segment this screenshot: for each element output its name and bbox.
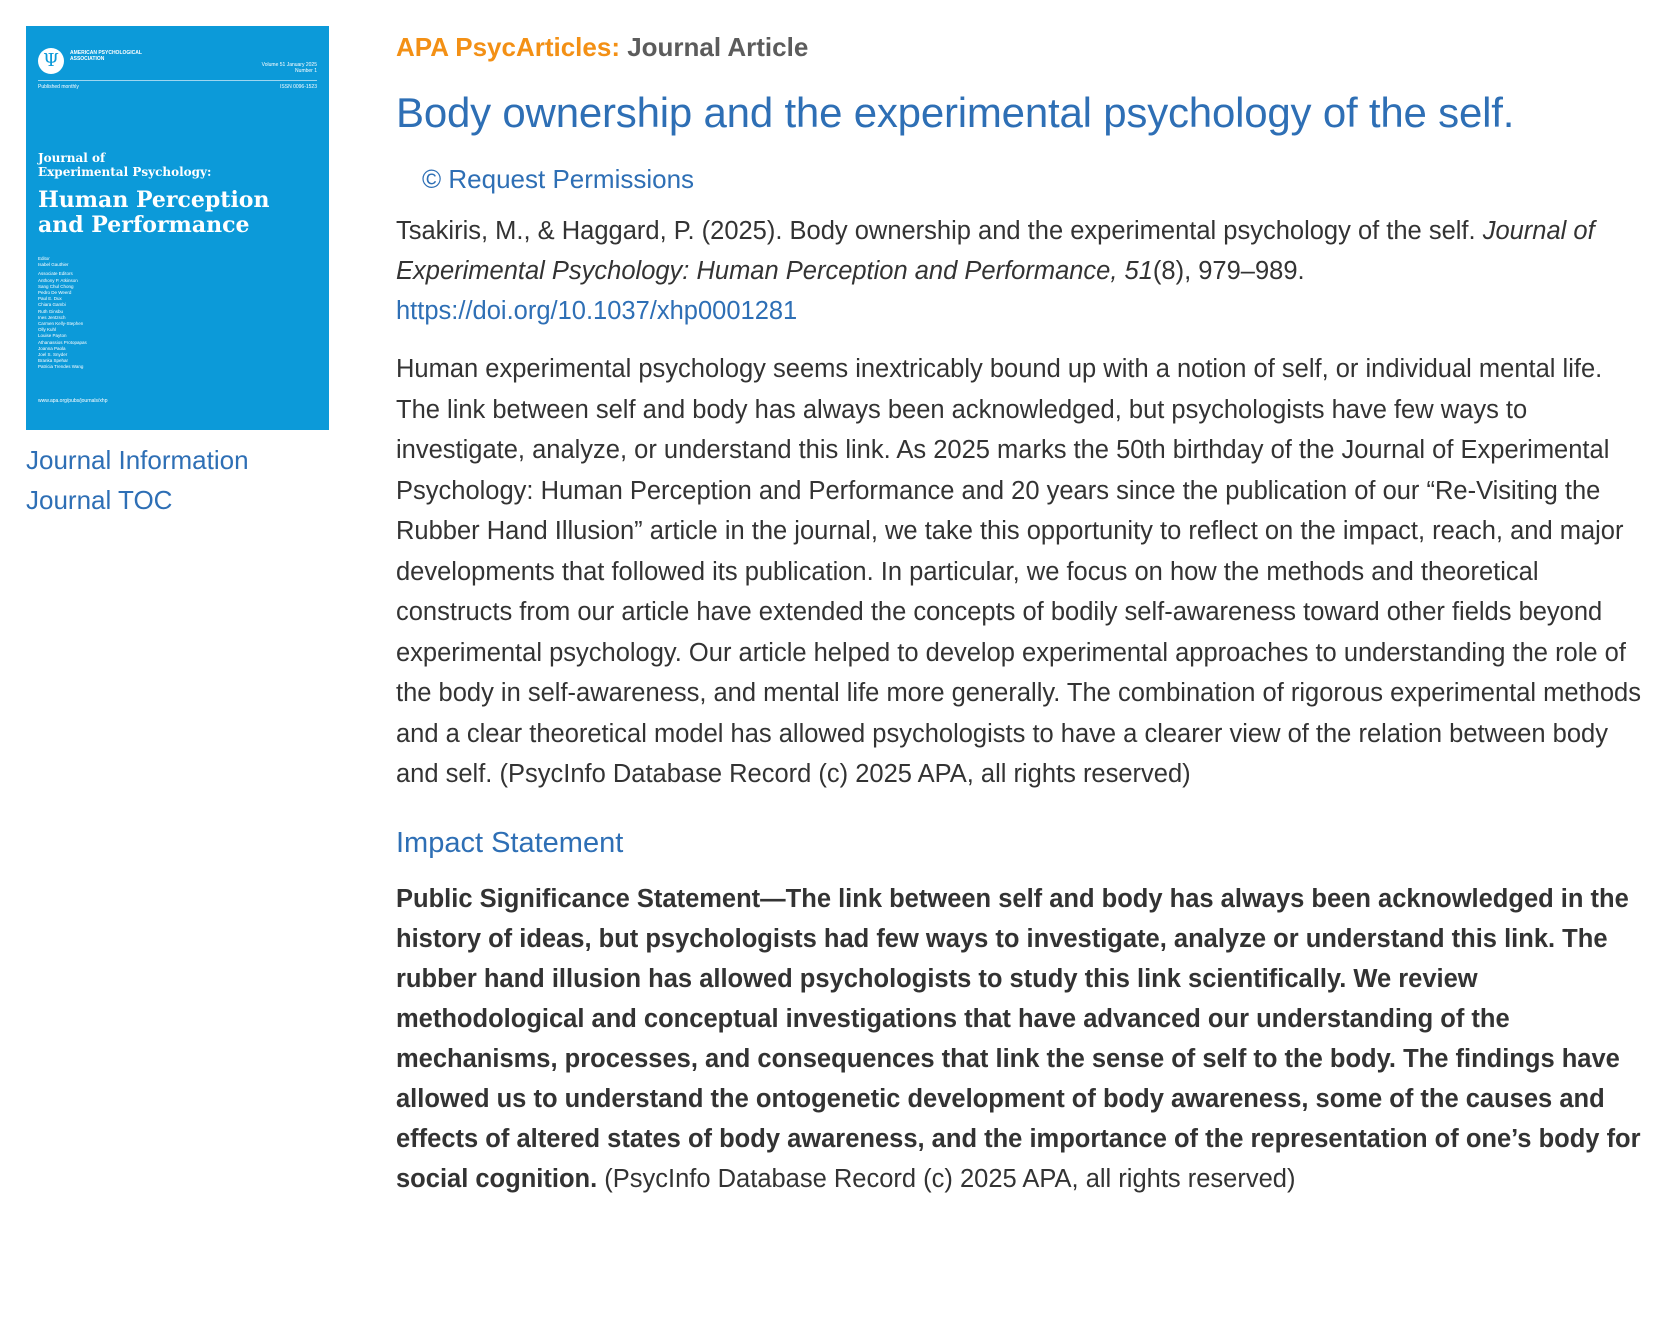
- cover-editor-line: Olly Kuhl: [38, 327, 57, 333]
- database-name: APA PsycArticles:: [396, 32, 620, 62]
- journal-links: [26, 440, 330, 520]
- article-type-header: [396, 29, 1646, 65]
- cover-editor-line: Sang Chul Chong: [38, 283, 74, 289]
- cover-editor-line: Ruth Ginsbu: [38, 308, 64, 314]
- journal-cover-image[interactable]: [26, 26, 329, 430]
- cover-frequency: Published monthly: [38, 84, 79, 90]
- public-significance-statement: Public Significance Statement—The link between self and body has always been acknowledged in the history of ideas, but psychologists had few ways to investigate, analyze or understand this link. The rubber hand illusion has allowed psychologists to study this link scientifically. We review methodological and conceptual investigations that have advanced our understanding of the mechanisms, processes, and consequences that link the sense of self to the body. The findings have allowed us to understand the ontogenetic development of body awareness, some of the causes and effects of altered states of body awareness, and the importance of the representation of one’s body for social cognition.: [396, 884, 1641, 1193]
- cover-editor-line: Joanna Paola: [38, 345, 66, 351]
- cover-editors-list: [38, 256, 158, 371]
- cover-title-line: Journal of: [38, 151, 106, 165]
- cover-editor-line: Carmen Kelly-Stephen: [38, 321, 84, 327]
- cover-editor-line: Athanassios Protopapas: [38, 339, 87, 345]
- cover-number-text: Number 1: [295, 68, 317, 74]
- cover-title-line: Experimental Psychology:: [38, 165, 212, 179]
- cover-editor-line: Ines Jentzsch: [38, 314, 66, 320]
- cover-editor-line: Anthony P. Atkinson: [38, 277, 78, 283]
- cover-issn: ISSN 0096-1523: [280, 84, 317, 90]
- cover-editor-line: Editor: [38, 256, 50, 261]
- cover-volume-text: Volume 51 January 2025: [261, 62, 317, 68]
- cover-editor-line: Chiara Gambi: [38, 302, 66, 308]
- cover-title-small: [38, 151, 318, 179]
- cover-title-line: Human Perception: [38, 187, 270, 213]
- cover-editor-line: Pedro De Weerd: [38, 290, 72, 296]
- cover-editor-line: Joel S. Snyder: [38, 352, 68, 358]
- article-record: [396, 26, 1646, 1199]
- apa-logo-icon: Ψ: [38, 48, 64, 74]
- cover-editor-line: Louise Payton: [38, 333, 67, 339]
- citation-issue-pages: (8), 979–989.: [1152, 257, 1305, 285]
- document-type: Journal Article: [619, 32, 809, 62]
- cover-title-line: and Performance: [38, 212, 250, 238]
- impact-copyright: (PsycInfo Database Record (c) 2025 APA, all rights reserved): [597, 1164, 1296, 1193]
- cover-editor-line: Isabel Gauthier: [38, 262, 69, 268]
- citation: [396, 211, 1646, 331]
- cover-editor-line: Branka Spehar: [38, 358, 69, 364]
- cover-title-big: [38, 188, 323, 238]
- abstract: Human experimental psychology seems inextricably bound up with a notion of self, or individual mental life. The link between self and body has always been acknowledged, but psychologists have few ways to investigate, analyze, or understand this link. As 2025 marks the 50th birthday of the Journal of Experimental Psychology: Human Perception and Performance and 20 years since the publication of our “Re-Visiting the Rubber Hand Illusion” article in the journal, we take this opportunity to reflect on the impact, reach, and major developments that followed its publication. In particular, we focus on how the methods and theoretical constructs from our article have extended the concepts of bodily self-awareness toward other fields beyond experimental psychology. Our article helped to develop experimental approaches to understanding the role of the body in self-awareness, and mental life more generally. The combination of rigorous experimental methods and a clear theoretical model has allowed psychologists to have a clearer view of the relation between body and self. (PsycInfo Database Record (c) 2025 APA, all rights reserved): [396, 355, 1641, 788]
- doi-link[interactable]: https://doi.org/10.1037/xhp0001281: [396, 297, 798, 325]
- citation-authors-title: Tsakiris, M., & Haggard, P. (2025). Body ownership and the experimental psychology of the self.: [396, 217, 1483, 245]
- cover-editor-line: Patricia Trendes Wang: [38, 364, 84, 370]
- citation-journal-volume: Journal of Experimental Psychology: Human Perception and Performance, 51: [396, 217, 1595, 285]
- sidebar: [26, 26, 330, 520]
- article-title: Body ownership and the experimental psychology of the self.: [396, 89, 1515, 136]
- cover-editor-line: Paul E. Dux: [38, 296, 62, 302]
- cover-url: www.apa.org/pubs/journals/xhp: [38, 398, 108, 404]
- cover-volume: [262, 62, 317, 74]
- cover-divider: [38, 80, 317, 81]
- impact-statement: [396, 879, 1646, 1199]
- cover-publisher: AMERICAN PSYCHOLOGICAL ASSOCIATION: [70, 50, 142, 62]
- journal-toc-link[interactable]: Journal TOC: [26, 485, 173, 515]
- request-permissions-link[interactable]: © Request Permissions: [422, 164, 695, 194]
- journal-information-link[interactable]: Journal Information: [26, 445, 249, 475]
- impact-statement-heading: Impact Statement: [396, 826, 624, 859]
- cover-editor-line: Associate Editors: [38, 271, 73, 277]
